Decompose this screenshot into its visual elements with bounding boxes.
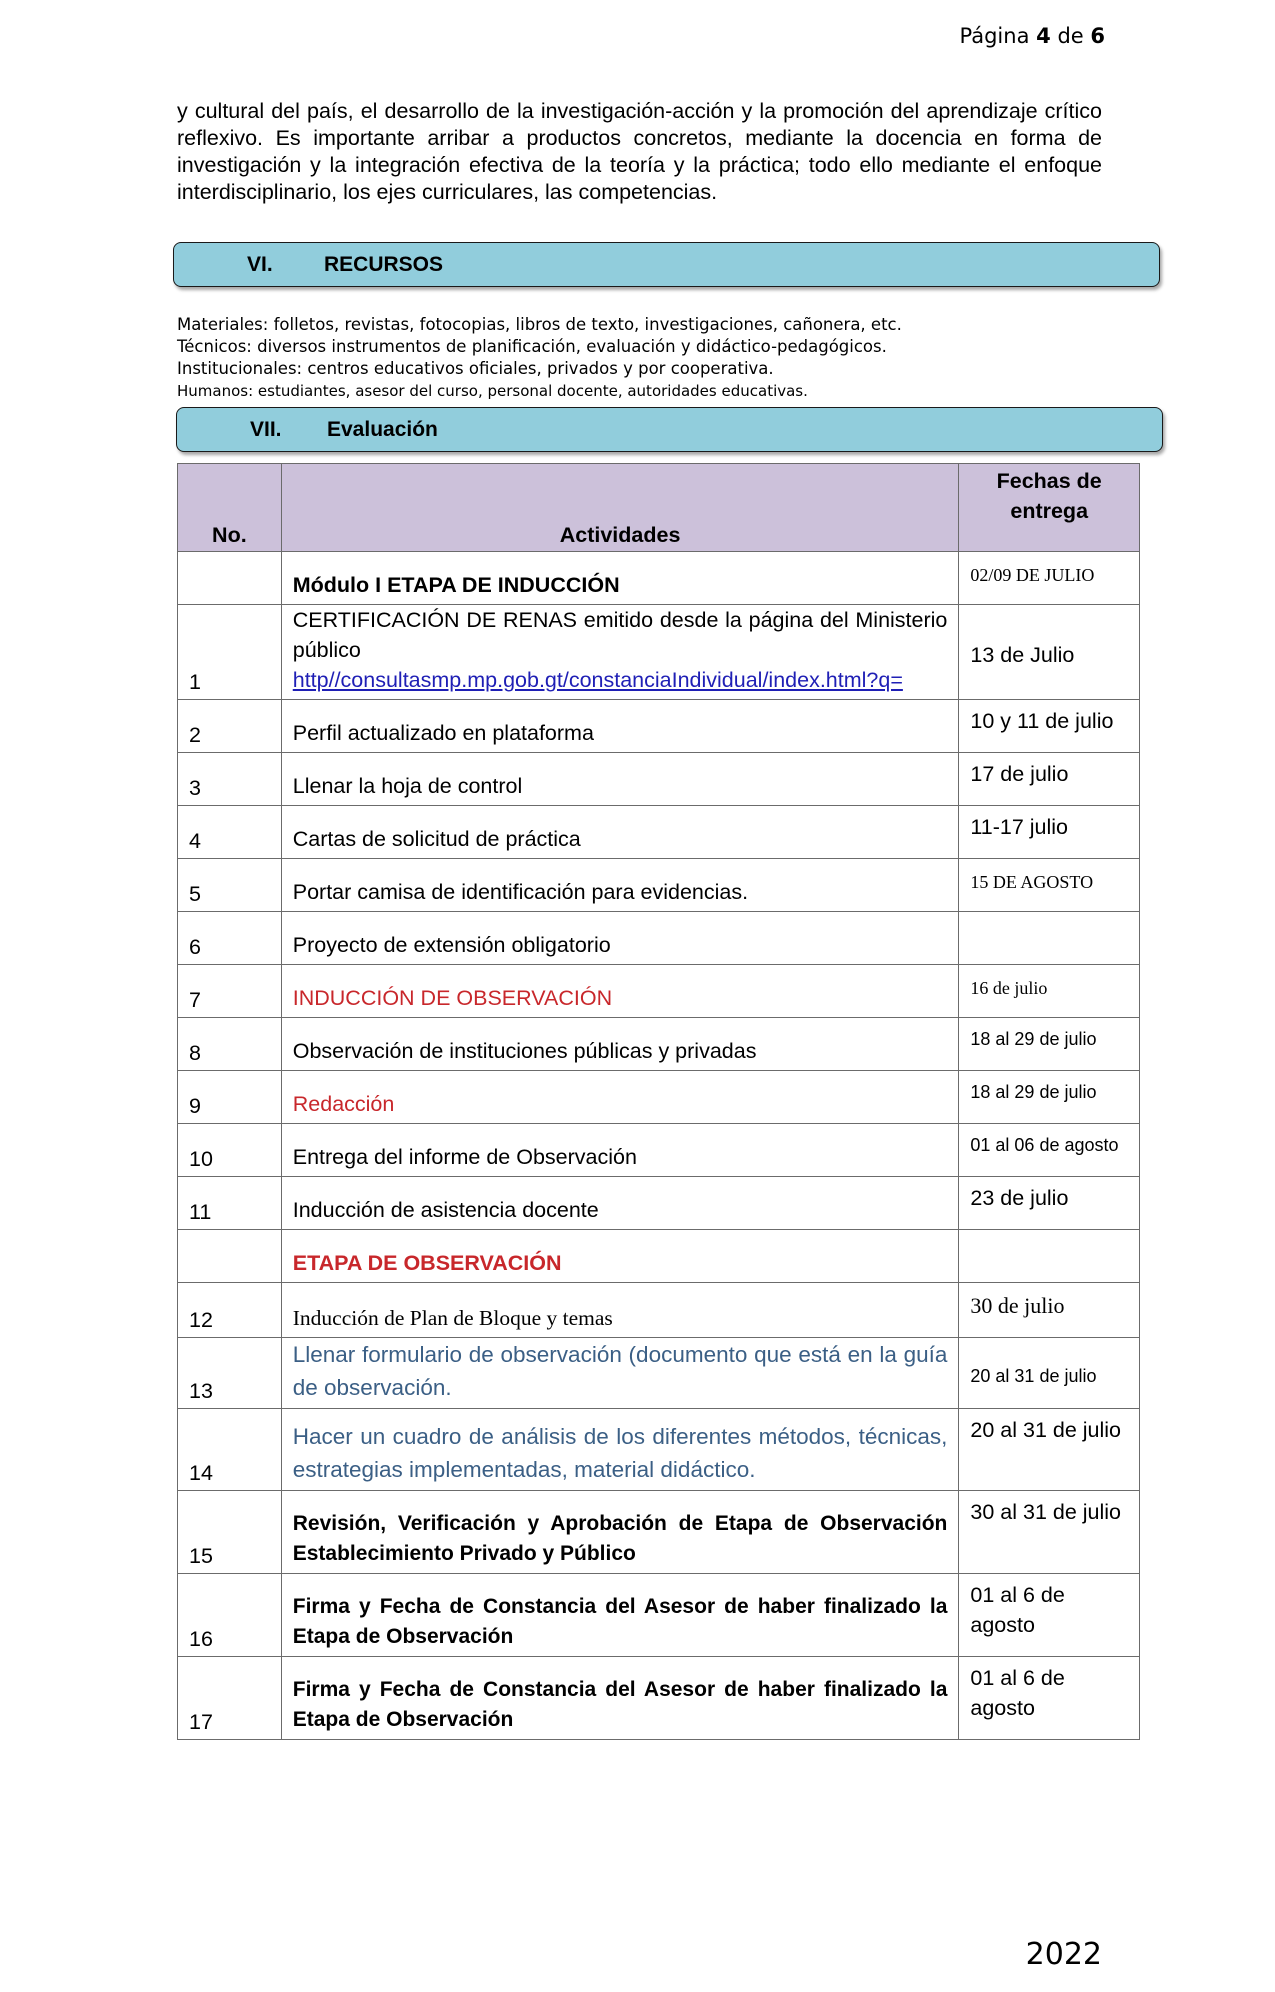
row-date: 23 de julio	[959, 1177, 1140, 1230]
row-number: 11	[178, 1177, 282, 1230]
row-date: 13 de Julio	[959, 605, 1140, 700]
footer-year: 2022	[1025, 1937, 1102, 1972]
activity-text: CERTIFICACIÓN DE RENAS emitido desde la página del Ministerio público	[292, 608, 948, 662]
row-date: 30 al 31 de julio	[959, 1491, 1140, 1574]
row-number: 15	[178, 1491, 282, 1574]
row-activity: Inducción de asistencia docente	[281, 1177, 959, 1230]
evaluation-table	[177, 463, 1140, 1740]
row-activity: Llenar formulario de observación (documento que está en la guía de observación.	[281, 1338, 959, 1409]
section-header-evaluacion	[176, 407, 1163, 452]
row-date	[959, 912, 1140, 965]
header-activities: Actividades	[281, 464, 959, 552]
row-activity: Redacción	[281, 1071, 959, 1124]
row-number: 10	[178, 1124, 282, 1177]
table-row	[178, 1657, 1140, 1740]
row-number: 13	[178, 1338, 282, 1409]
row-date	[959, 1230, 1140, 1283]
row-activity: Módulo I ETAPA DE INDUCCIÓN	[281, 552, 959, 605]
section-header-recursos	[173, 242, 1160, 287]
header-dates: Fechas de entrega	[959, 464, 1140, 552]
row-activity: Revisión, Verificación y Aprobación de Etapa de Observación Establecimiento Privado y Público	[281, 1491, 959, 1574]
section-number: VII.	[250, 418, 282, 441]
resource-tecnicos: Técnicos: diversos instrumentos de planificación, evaluación y didáctico-pedagógicos.	[177, 337, 887, 356]
row-number: 3	[178, 753, 282, 806]
row-number: 1	[178, 605, 282, 700]
row-activity: Llenar la hoja de control	[281, 753, 959, 806]
row-date: 01 al 6 de agosto	[959, 1657, 1140, 1740]
page-current: 4	[1036, 24, 1051, 48]
table-row	[178, 1491, 1140, 1574]
section-number: VI.	[247, 253, 273, 276]
row-date: 17 de julio	[959, 753, 1140, 806]
resource-materiales: Materiales: folletos, revistas, fotocopias, libros de texto, investigaciones, cañonera, etc.	[177, 315, 902, 334]
row-date: 10 y 11 de julio	[959, 700, 1140, 753]
table-row	[178, 1230, 1140, 1283]
row-date: 01 al 6 de agosto	[959, 1574, 1140, 1657]
page-total: 6	[1090, 24, 1105, 48]
table-row	[178, 859, 1140, 912]
table-row	[178, 1409, 1140, 1491]
row-date: 20 al 31 de julio	[959, 1409, 1140, 1491]
row-number: 8	[178, 1018, 282, 1071]
row-activity: Firma y Fecha de Constancia del Asesor de haber finalizado la Etapa de Observación	[281, 1574, 959, 1657]
row-date: 18 al 29 de julio	[959, 1071, 1140, 1124]
table-row	[178, 1283, 1140, 1338]
row-number: 5	[178, 859, 282, 912]
intro-paragraph: y cultural del país, el desarrollo de la investigación-acción y la promoción del aprendizaje crítico reflexivo. Es importante arribar a productos concretos, mediante la docencia en forma de investigación y la integración efectiva de la teoría y la práctica; todo ello mediante el enfoque interdisciplinario, los ejes curriculares, las competencias.	[177, 99, 1102, 204]
row-activity: Observación de instituciones públicas y privadas	[281, 1018, 959, 1071]
row-date: 02/09 DE JULIO	[959, 552, 1140, 605]
table-row	[178, 965, 1140, 1018]
resource-humanos: Humanos: estudiantes, asesor del curso, personal docente, autoridades educativas.	[177, 382, 808, 400]
table-row	[178, 806, 1140, 859]
table-row	[178, 700, 1140, 753]
resources-list	[177, 314, 1137, 402]
row-date: 20 al 31 de julio	[959, 1338, 1140, 1409]
row-date: 30 de julio	[959, 1283, 1140, 1338]
row-number	[178, 1230, 282, 1283]
row-number: 16	[178, 1574, 282, 1657]
table-row	[178, 1574, 1140, 1657]
row-activity: ETAPA DE OBSERVACIÓN	[281, 1230, 959, 1283]
table-row	[178, 1071, 1140, 1124]
table-row	[178, 1338, 1140, 1409]
resource-institucionales: Institucionales: centros educativos oficiales, privados y por cooperativa.	[177, 359, 774, 378]
page-of: de	[1057, 24, 1084, 48]
row-date: 11-17 julio	[959, 806, 1140, 859]
table-row	[178, 753, 1140, 806]
table-row	[178, 912, 1140, 965]
row-activity: Perfil actualizado en plataforma	[281, 700, 959, 753]
row-activity: Hacer un cuadro de análisis de los diferentes métodos, técnicas, estrategias implementadas, material didáctico.	[281, 1409, 959, 1491]
table-row	[178, 552, 1140, 605]
row-activity: Inducción de Plan de Bloque y temas	[281, 1283, 959, 1338]
row-number: 6	[178, 912, 282, 965]
row-number: 2	[178, 700, 282, 753]
row-activity: Portar camisa de identificación para evidencias.	[281, 859, 959, 912]
page-number	[960, 24, 1106, 48]
section-title: RECURSOS	[324, 253, 444, 276]
row-number: 4	[178, 806, 282, 859]
header-no: No.	[178, 464, 282, 552]
row-date: 18 al 29 de julio	[959, 1018, 1140, 1071]
row-number	[178, 552, 282, 605]
row-date: 16 de julio	[959, 965, 1140, 1018]
row-number: 9	[178, 1071, 282, 1124]
row-number: 14	[178, 1409, 282, 1491]
section-title: Evaluación	[327, 418, 438, 441]
row-activity: Proyecto de extensión obligatorio	[281, 912, 959, 965]
table-header-row	[178, 464, 1140, 552]
page-prefix: Página	[959, 24, 1030, 48]
row-number: 7	[178, 965, 282, 1018]
row-activity: Cartas de solicitud de práctica	[281, 806, 959, 859]
row-date: 01 al 06 de agosto	[959, 1124, 1140, 1177]
row-activity: Firma y Fecha de Constancia del Asesor de haber finalizado la Etapa de Observación	[281, 1657, 959, 1740]
row-activity: Entrega del informe de Observación	[281, 1124, 959, 1177]
row-activity: INDUCCIÓN DE OBSERVACIÓN	[281, 965, 959, 1018]
table-row	[178, 605, 1140, 700]
row-number: 17	[178, 1657, 282, 1740]
table-row	[178, 1124, 1140, 1177]
table-row	[178, 1177, 1140, 1230]
renas-link[interactable]: http//consultasmp.mp.gob.gt/constanciaIndividual/index.html?q=	[292, 668, 903, 692]
table-row	[178, 1018, 1140, 1071]
row-activity	[281, 605, 959, 700]
row-number: 12	[178, 1283, 282, 1338]
row-date: 15 DE AGOSTO	[959, 859, 1140, 912]
